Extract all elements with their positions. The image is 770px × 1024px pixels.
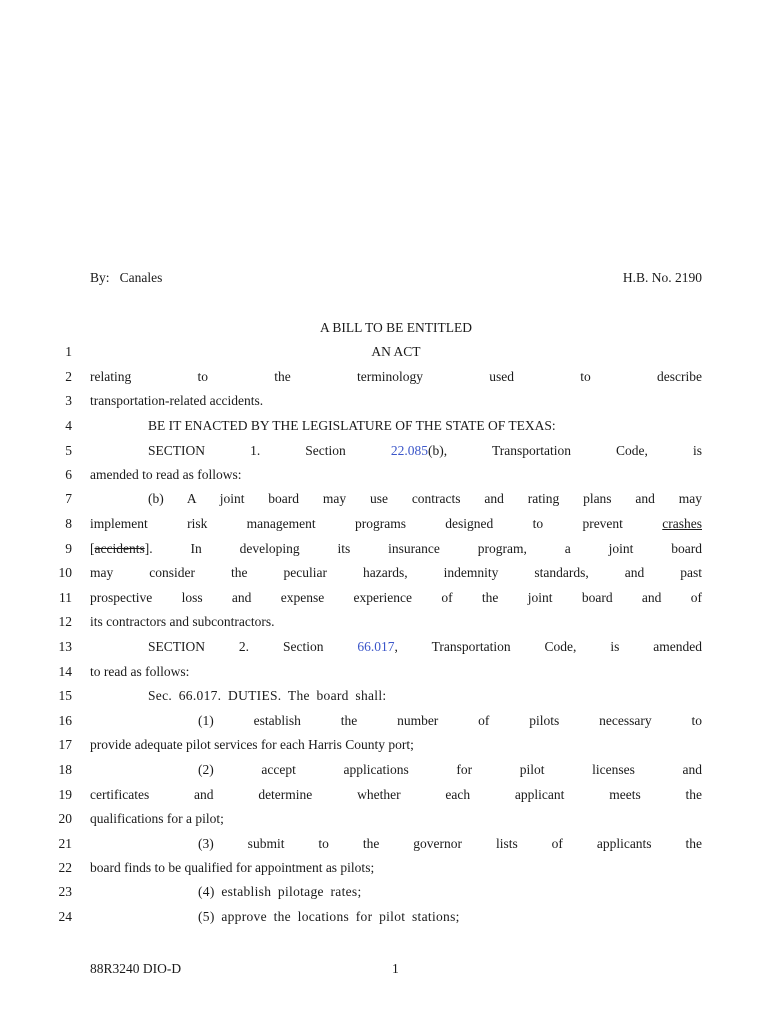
line-number: 5 [65, 443, 72, 458]
bill-line: may consider the peculiar hazards, indemnity standards, and past [90, 565, 702, 580]
line-number: 4 [65, 418, 72, 433]
bill-line: qualifications for a pilot; [90, 811, 224, 826]
bill-line: transportation-related accidents. [90, 393, 264, 408]
bill-line [90, 639, 702, 657]
bill-line: (2) accept applications for pilot licenses and [198, 762, 702, 777]
section-1-label: SECTION 1. Section [148, 443, 391, 458]
bill-line: (5) approve the locations for pilot stations; [198, 909, 460, 924]
line-number: 11 [59, 590, 72, 605]
bill-line: (b) A joint board may use contracts and rating plans and may [148, 491, 702, 506]
deleted-text-accidents: accidents [94, 541, 145, 556]
section-heading: Sec. 66.017. DUTIES. The board shall: [148, 688, 387, 703]
bill-line: its contractors and subcontractors. [90, 614, 275, 629]
line-number: 14 [58, 664, 72, 679]
line-number: 9 [65, 541, 72, 556]
added-text-crashes: crashes [662, 516, 702, 531]
line-number: 6 [65, 467, 72, 482]
line-number: 2 [65, 369, 72, 384]
line-number: 3 [65, 393, 72, 408]
by-label: By: [90, 270, 110, 285]
bill-line: (1) establish the number of pilots necessary to [198, 713, 702, 728]
line-number: 16 [58, 713, 72, 728]
document-code: 88R3240 DIO-D [90, 961, 182, 976]
bill-line [90, 516, 702, 534]
line-number: 12 [58, 614, 72, 629]
line-number: 21 [58, 836, 72, 851]
section-22085-link[interactable]: 22.085 [390, 443, 428, 458]
line-number: 22 [58, 860, 72, 875]
line-number: 19 [58, 787, 72, 802]
line-number: 13 [58, 639, 72, 654]
section-1-rest: (b), Transportation Code, is [428, 443, 702, 458]
section-66017-link[interactable]: 66.017 [357, 639, 395, 654]
line-number: 7 [65, 491, 72, 506]
bill-line: (3) submit to the governor lists of applicants the [198, 836, 702, 851]
line-number: 10 [58, 565, 72, 580]
bill-line: board finds to be qualified for appointment as pilots; [90, 860, 375, 875]
line-8-text: implement risk management programs designed to prevent [90, 516, 663, 531]
bill-line: amended to read as follows: [90, 467, 242, 482]
page-number: 1 [392, 961, 399, 976]
bill-line: provide adequate pilot services for each Harris County port; [90, 737, 414, 752]
bill-line [90, 541, 702, 559]
byline [90, 270, 162, 286]
bill-title: A BILL TO BE ENTITLED [320, 320, 472, 335]
bill-line: certificates and determine whether each applicant meets the [90, 787, 702, 802]
section-2-rest: , Transportation Code, is amended [394, 639, 702, 654]
bracket-open: [ [90, 541, 95, 556]
author-name: Canales [119, 270, 163, 285]
bill-line: to read as follows: [90, 664, 190, 679]
enacting-clause: BE IT ENACTED BY THE LEGISLATURE OF THE STATE OF TEXAS: [148, 418, 556, 433]
line-number: 20 [58, 811, 72, 826]
line-number: 15 [58, 688, 72, 703]
section-2-label: SECTION 2. Section [148, 639, 358, 654]
act-heading: AN ACT [371, 344, 421, 359]
bill-line: prospective loss and expense experience of the joint board and of [90, 590, 702, 605]
bill-line: relating to the terminology used to describe [90, 369, 702, 384]
line-number: 23 [58, 884, 72, 899]
line-9-rest: ]. In developing its insurance program, a joint board [144, 541, 702, 556]
line-number: 1 [65, 344, 72, 359]
line-number: 18 [58, 762, 72, 777]
line-number: 8 [65, 516, 72, 531]
bill-line: (4) establish pilotage rates; [198, 884, 362, 899]
line-number: 17 [58, 737, 72, 752]
line-number: 24 [58, 909, 72, 924]
bill-line [90, 443, 702, 461]
bill-number: H.B. No. 2190 [622, 270, 702, 285]
